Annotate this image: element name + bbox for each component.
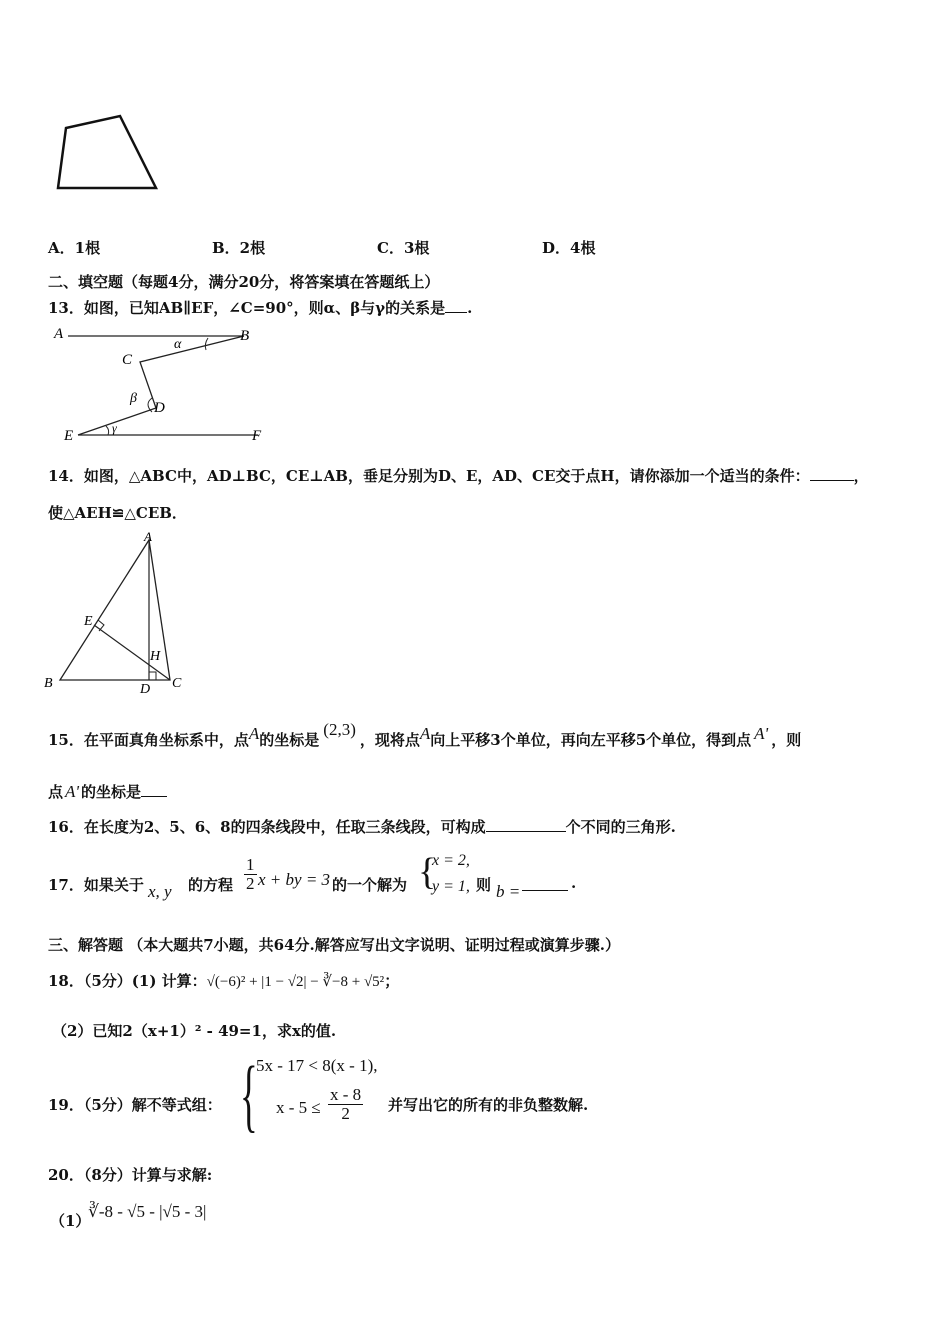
q19-frac-den: 2 <box>341 1104 350 1123</box>
question-17 <box>48 874 144 895</box>
q13-label-gamma: γ <box>112 421 117 435</box>
q14-end: ， <box>853 467 869 485</box>
question-13 <box>48 297 472 318</box>
q18-expression: √(−6)² + |1 − √2| − ∛−8 + √5² <box>206 974 385 990</box>
q15-p2: 的坐标是 <box>259 731 320 749</box>
q15-p5: ，则 <box>771 731 802 749</box>
option-b[interactable]: B．2根 <box>212 239 266 257</box>
q15-p4: 向上平移3个单位，再向左平移5个单位，得到点 <box>430 731 752 749</box>
q17-p1: 17．如果关于 <box>48 876 144 894</box>
q13-label-d: D <box>154 400 165 416</box>
q14-line-2: 使△AEH≌△CEB． <box>48 504 187 522</box>
quadrilateral-figure <box>50 108 170 198</box>
q17-frac-den: 2 <box>246 874 255 893</box>
question-20: 20．（8分）计算与求解: <box>48 1166 213 1184</box>
question-14 <box>48 465 869 486</box>
q19-fraction <box>328 1086 363 1123</box>
q17-fraction <box>244 856 257 893</box>
q19-ineq-1: 5x - 17 < 8(x - 1), <box>256 1056 378 1075</box>
q15-line2b: 的坐标是 <box>81 783 142 801</box>
q15-line-2 <box>48 781 167 802</box>
option-a[interactable]: A．1根 <box>48 239 101 257</box>
q17-p4: 则 <box>476 876 492 894</box>
q15-point-a-prime: A' <box>754 724 769 743</box>
question-16 <box>48 816 676 837</box>
q19-brace: { <box>240 1049 258 1140</box>
q17-answer-blank[interactable] <box>522 876 568 891</box>
q15-point-a: A <box>248 724 260 743</box>
q15-answer-blank[interactable] <box>141 782 167 797</box>
q16-end: 个不同的三角形. <box>565 818 676 836</box>
q16-answer-blank[interactable] <box>486 817 566 832</box>
q17-p3: 的一个解为 <box>332 876 408 894</box>
section-3-heading: 三、解答题 （本大题共7小题，共64分.解答应写出文字说明、证明过程或演算步骤.） <box>48 936 620 954</box>
q13-answer-blank[interactable] <box>445 298 467 313</box>
q15-point-a-2: A <box>419 724 431 743</box>
q14-label-b: B <box>44 676 53 691</box>
q17-sol-y: y = 1, <box>432 878 470 895</box>
q18-part-2: （2）已知2（x+1）² - 49=1，求x的值. <box>52 1022 337 1040</box>
q19-p2: 并写出它的所有的非负整数解. <box>388 1096 589 1114</box>
q13-label-b: B <box>240 328 250 344</box>
q15-line2a: 点 <box>48 783 64 801</box>
q13-label-a: A <box>54 326 64 342</box>
q17-sol-x: x = 2, <box>432 852 470 869</box>
option-d[interactable]: D．4根 <box>542 239 596 257</box>
option-c[interactable]: C．3根 <box>377 239 430 257</box>
q18-p1: 18．（5分）(1) 计算： <box>48 972 207 990</box>
q15-p1: 15．在平面真角坐标系中，点 <box>48 731 249 749</box>
q14-label-e: E <box>84 614 93 629</box>
q17-frac-num: 1 <box>246 855 255 874</box>
q15-point-a-prime-2: A' <box>65 782 80 801</box>
section-2-heading: 二、填空题（每题4分，满分20分，将答案填在答题纸上） <box>48 273 440 291</box>
q16-text: 16．在长度为2、5、6、8的四条线段中，任取三条线段，可构成 <box>48 818 486 836</box>
q13-label-c: C <box>122 352 133 368</box>
q15-coord: (2,3) <box>323 720 356 739</box>
q14-label-c: C <box>172 676 182 691</box>
q13-end: . <box>467 299 473 317</box>
q17-equation: x + by = 3 <box>258 870 331 889</box>
q14-answer-blank[interactable] <box>810 466 854 481</box>
q20-part-1: （1） <box>50 1212 91 1230</box>
q14-label-a: A <box>144 529 152 544</box>
question-18 <box>48 970 399 991</box>
q13-label-beta: β <box>130 391 137 406</box>
q17-b-var: b = <box>496 882 521 901</box>
q19-frac-num: x - 8 <box>330 1085 362 1104</box>
q14-figure <box>40 527 200 699</box>
q17-vars: x, y <box>148 882 172 901</box>
q14-text: 14．如图，△ABC中，AD⊥BC，CE⊥AB，垂足分别为D、E，AD、CE交于点H，请你添加一个适当的条件： <box>48 467 810 485</box>
q14-label-d: D <box>140 682 151 697</box>
q17-end: . <box>571 874 577 892</box>
q13-label-alpha: α <box>174 337 182 352</box>
q17-brace: { <box>418 851 437 893</box>
q13-text: 13．如图，已知AB∥EF，∠C=90°，则α、β与γ的关系是 <box>48 299 446 317</box>
q13-label-e: E <box>64 428 74 444</box>
q14-label-h: H <box>150 649 161 664</box>
q13-label-f: F <box>252 428 262 444</box>
q17-p2: 的方程 <box>188 876 234 894</box>
question-15 <box>48 720 802 757</box>
q20-expression: ∛-8 - √5 - |√5 - 3| <box>88 1202 207 1221</box>
q13-figure <box>48 322 278 448</box>
q15-p3: ，现将点 <box>359 731 420 749</box>
q18-end: ； <box>384 972 400 990</box>
q19-p1: 19．（5分）解不等式组： <box>48 1096 222 1114</box>
q19-ineq-2-left: x - 5 ≤ <box>276 1098 321 1117</box>
